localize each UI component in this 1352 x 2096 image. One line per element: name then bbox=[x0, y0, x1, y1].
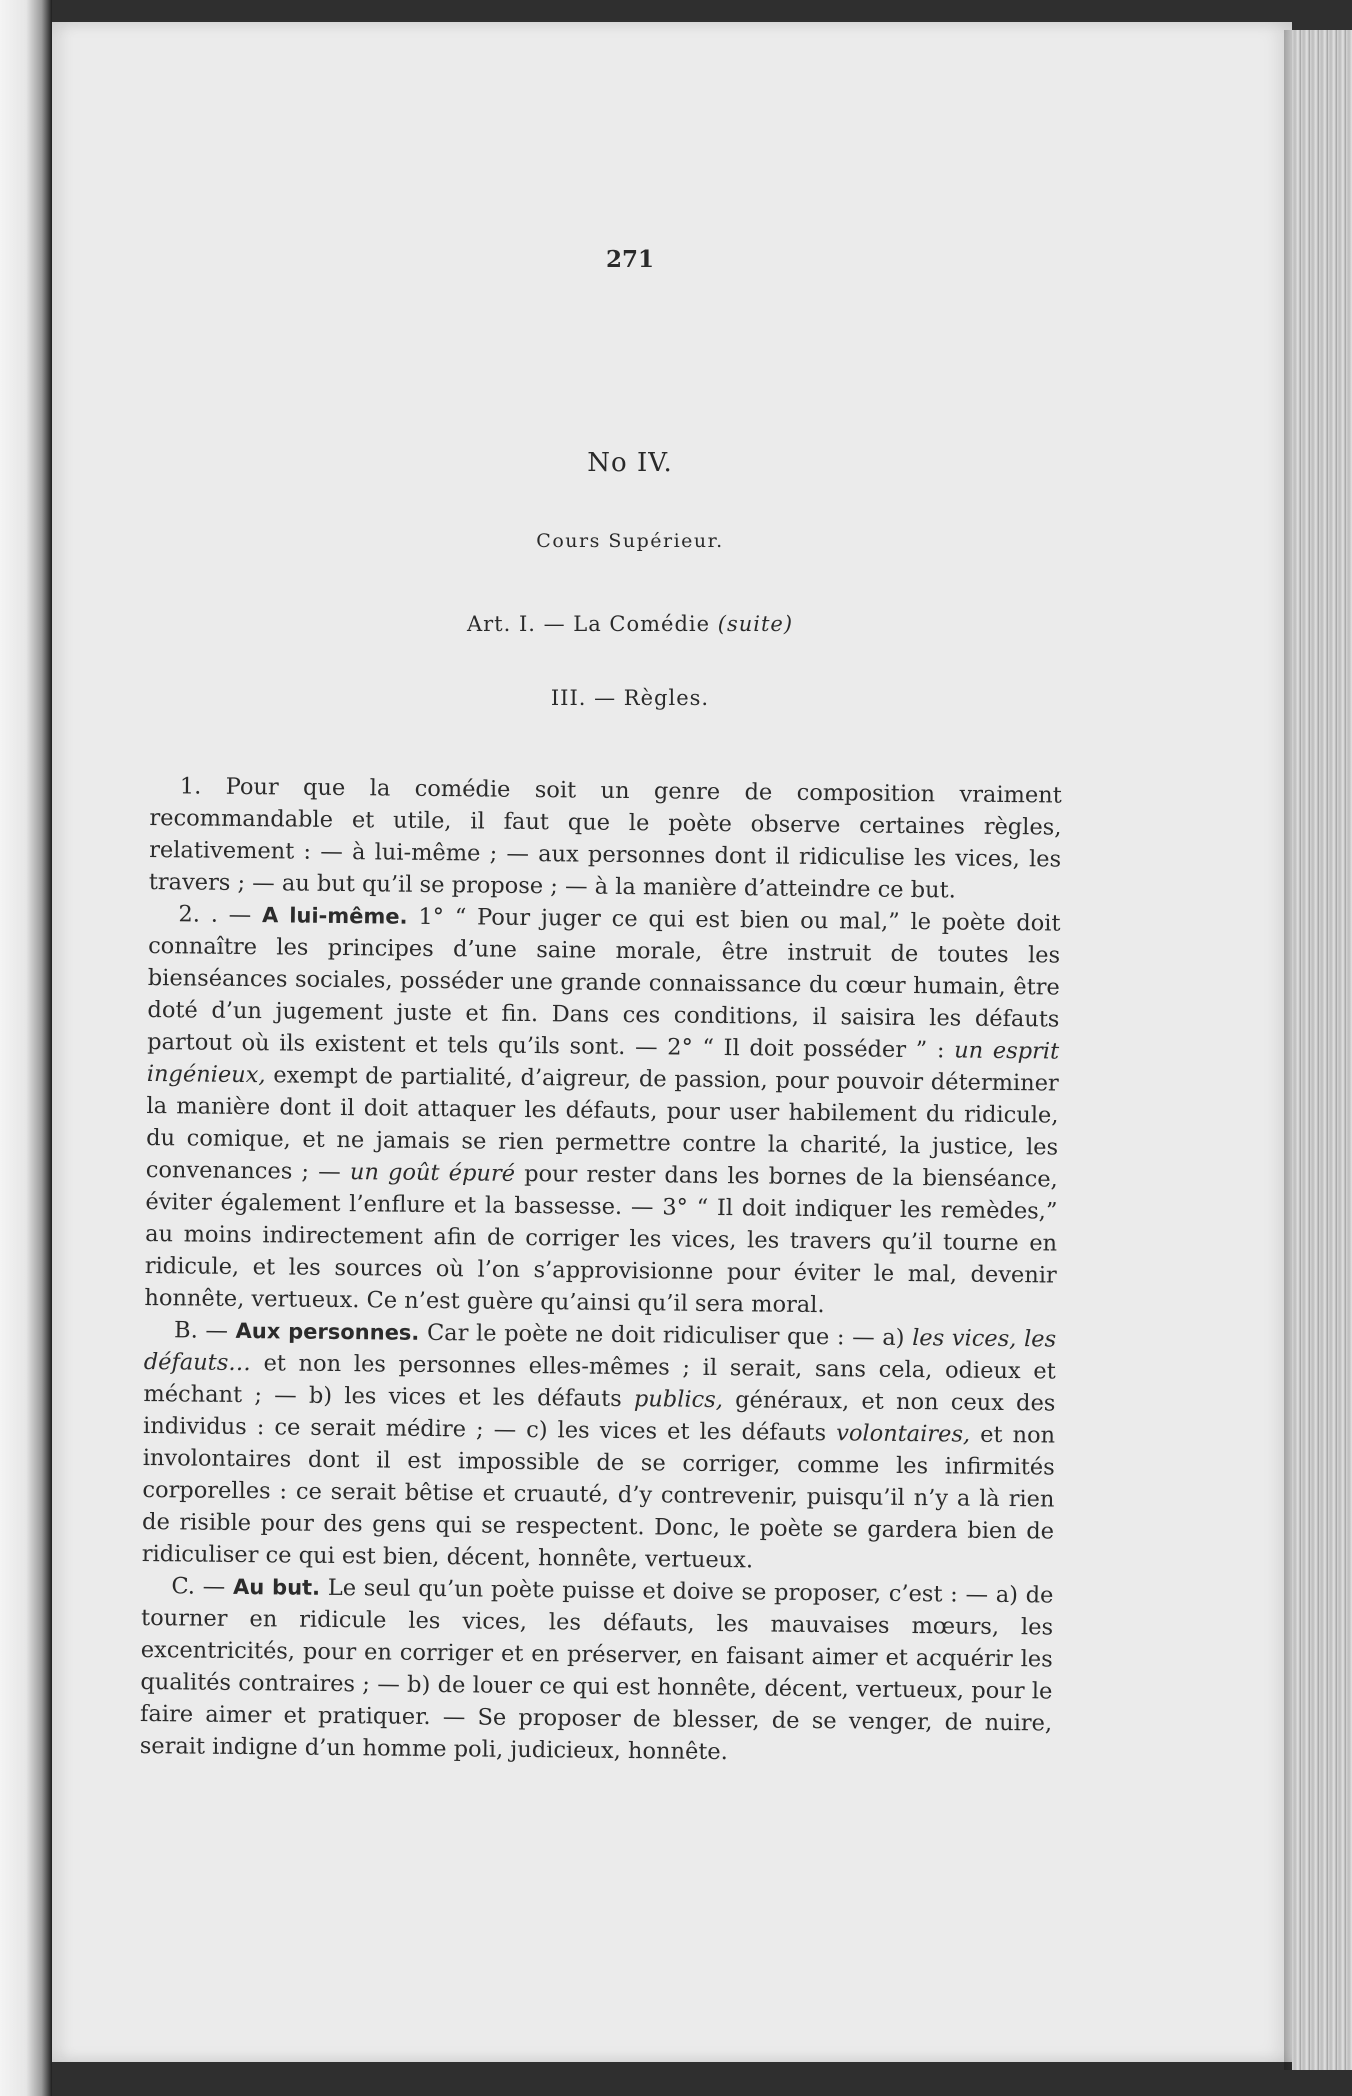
paragraph-text: et non involontaires dont il est impossible de se corriger, comme les infirmités corporelles : ce serait bêtise et cruauté, d’y contrevenir, puisqu’il n’y a là rien de risible pour des gens qui se respectent. Donc, le poète se gardera bien de ridiculiser ce qui est bien, décent, honnête, vertueux. bbox=[141, 1421, 1056, 1574]
paragraph-text: 1° “ Pour juger ce qui est bien ou mal,” le poète doit connaître les principes d’une saine morale, être instruit de toutes les bienséances sociales, posséder une grande connaissance du cœur humain, être doté d’un jugement juste et fin. Dans ces conditions, il saisira les défauts partout où ils existent et tels qu’ils sont. — 2° “ Il doit posséder ” : bbox=[147, 903, 1061, 1064]
section-number-heading: No IV. bbox=[587, 448, 673, 478]
paragraph-text: généraux, et non ceux des individus : ce serait médire ; — c) les vices et les défauts bbox=[142, 1387, 1056, 1447]
paragraph bbox=[144, 898, 1060, 1324]
article-heading bbox=[150, 612, 1110, 636]
emphasis-text: volontaires, bbox=[836, 1420, 971, 1448]
emphasis-text: publics, bbox=[633, 1386, 724, 1414]
paragraph-text: 1. Pour que la comédie soit un genre de composition vraiment recommandable et utile, il faut que le poète observe certaines règles, relativement : — à lui-même ; — aux personnes dont il ridiculise les vices, les travers ; — au but qu’il se propose ; — à la manière d’atteindre ce but. bbox=[148, 773, 1062, 904]
body-text bbox=[140, 770, 1062, 1771]
paragraph-text: B. — bbox=[173, 1317, 236, 1344]
paragraph-text: Le seul qu’un poète puisse et doive se proposer, c’est : — a) de tourner en ridicule les vices, les défauts, les mauvaises mœurs, les excentricités, pour en corriger et en préserver, en faisant aimer et acquérir les qualités contraires ; — b) de louer ce qui est honnête, décent, vertueux, pour le faire aimer et pratiquer. — Se proposer de blesser, de se venger, de nuire, serait indigne d’un homme poli, judicieux, honnête. bbox=[139, 1574, 1054, 1766]
paragraph-text: Car le poète ne doit ridiculiser que : — a) bbox=[419, 1319, 913, 1352]
page-edges-right bbox=[1292, 30, 1352, 2070]
paragraph-text: et non les personnes elles-mêmes ; il serait, sans cela, odieux et méchant ; — b) les vices et les défauts bbox=[143, 1350, 1056, 1413]
article-title: Art. I. — La Comédie bbox=[466, 612, 718, 636]
course-heading: Cours Supérieur. bbox=[536, 530, 724, 552]
paragraph bbox=[140, 1570, 1054, 1772]
emphasis-text: un goût épuré bbox=[349, 1159, 516, 1187]
article-title-suffix: (suite) bbox=[717, 612, 794, 636]
paragraph-text: C. — bbox=[171, 1573, 234, 1600]
emphasis-text: un esprit ingénieux, bbox=[146, 1037, 1060, 1089]
paragraph-text: pour rester dans les bornes de la bienséance, éviter également l’enflure et la bassesse. — 3° “ Il doit indiquer les remèdes,” au moins indirectement afin de corriger les vices, les travers qu’il tourne en ridicule, et les sources où l’on s’approvisionne pour éviter le mal, devenir honnête, vertueux. Ce n’est guère qu’ainsi qu’il sera moral. bbox=[144, 1160, 1058, 1319]
paragraph-heading: Aux personnes. bbox=[235, 1318, 420, 1345]
paragraph-text: exempt de partialité, d’aigreur, de passion, pour pouvoir déterminer la manière dont il doit attaquer les défauts, pour user habilement du ridicule, du comique, et ne jamais se rien permettre contre la charité, la justice, les convenances ; — bbox=[145, 1062, 1059, 1186]
section-heading: III. — Règles. bbox=[550, 686, 710, 710]
paragraph bbox=[142, 1314, 1057, 1580]
page-number: 271 bbox=[605, 246, 654, 273]
paragraph-heading: Au but. bbox=[232, 1574, 321, 1600]
book-binding-left bbox=[0, 0, 52, 2096]
emphasis-text: les vices, les défauts… bbox=[143, 1325, 1057, 1377]
paragraph-heading: A lui-même. bbox=[261, 903, 408, 929]
paragraph bbox=[149, 770, 1062, 908]
paragraph-text: 2. . — bbox=[178, 901, 263, 929]
